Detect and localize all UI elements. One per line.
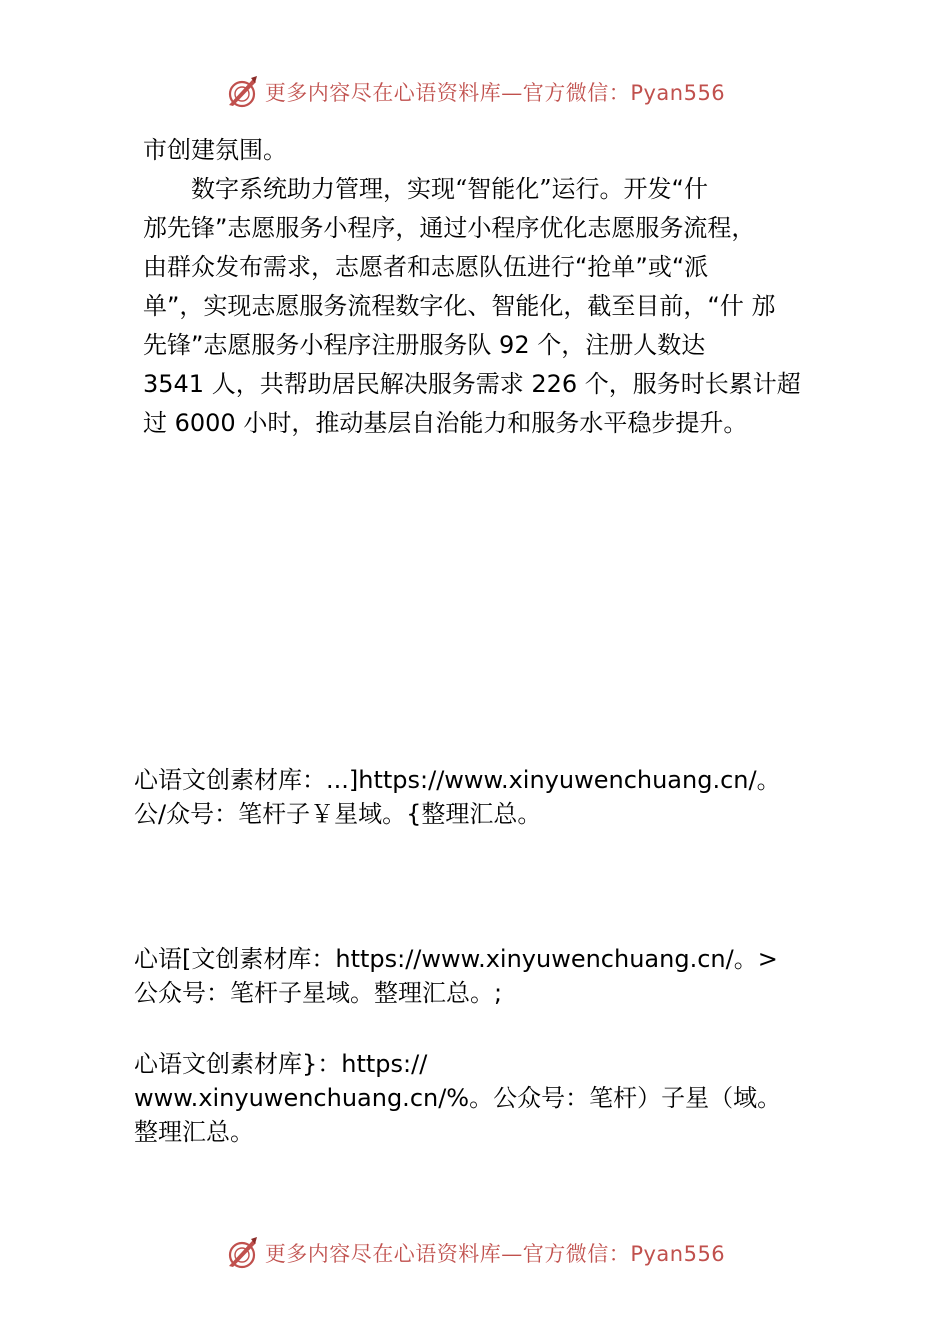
notice-3-line-2: www.xinyuwenchuang.cn/%。公众号：笔杆）子星（域。 — [134, 1084, 782, 1112]
notice-3 — [134, 1047, 834, 1149]
footer-wechat-id: Pyan556 — [630, 1242, 726, 1266]
paragraph-2 — [143, 170, 823, 443]
paragraph-2-line-6: 3541 人，共帮助居民解决服务需求 226 个，服务时长累计超 — [143, 370, 801, 398]
paragraph-2-line-4: 单”，实现志愿服务流程数字化、智能化，截至目前，“什 邡 — [143, 292, 776, 320]
paragraph-2-lead-end: 开发“什 — [623, 175, 708, 203]
quill-seal-icon — [225, 1236, 259, 1270]
footer-banner — [0, 1233, 950, 1273]
paragraph-2-line-2: 邡先锋”志愿服务小程序，通过小程序优化志愿服务流程， — [143, 214, 756, 242]
paragraph-2-lead: 数字系统助力管理，实现“智能化”运行。 — [191, 175, 624, 203]
notice-2-line-1: 心语[文创素材库：https://www.xinyuwenchuang.cn/。> — [134, 945, 778, 973]
notice-1 — [134, 763, 834, 831]
header-wechat-id: Pyan556 — [630, 81, 726, 105]
quill-seal-icon — [225, 75, 259, 109]
paragraph-2-line-7: 过 6000 小时，推动基层自治能力和服务水平稳步提升。 — [143, 409, 748, 437]
paragraph-2-line-1 — [143, 170, 823, 209]
notice-2-line-2: 公众号：笔杆子星域。整理汇总。; — [134, 979, 503, 1007]
notice-3-line-3: 整理汇总。 — [134, 1118, 254, 1146]
notice-2 — [134, 942, 834, 1010]
notice-1-line-1: 心语文创素材库：...]https://www.xinyuwenchuang.cn/。 — [134, 766, 781, 794]
notice-3-line-1: 心语文创素材库}：https:// — [134, 1050, 428, 1078]
paragraph-2-line-3: 由群众发布需求，志愿者和志愿队伍进行“抢单”或“派 — [143, 253, 709, 281]
notice-1-line-2: 公/众号：笔杆子￥星域。{整理汇总。 — [134, 800, 542, 828]
header-banner — [0, 72, 950, 112]
header-banner-text: 更多内容尽在心语资料库—官方微信：Pyan556 — [264, 81, 726, 105]
paragraph-2-line-5: 先锋”志愿服务小程序注册服务队 92 个，注册人数达 — [143, 331, 706, 359]
paragraph-1-line: 市创建氛围。 — [143, 136, 287, 164]
footer-banner-text: 更多内容尽在心语资料库—官方微信：Pyan556 — [264, 1242, 726, 1266]
paragraph-1 — [143, 131, 823, 170]
